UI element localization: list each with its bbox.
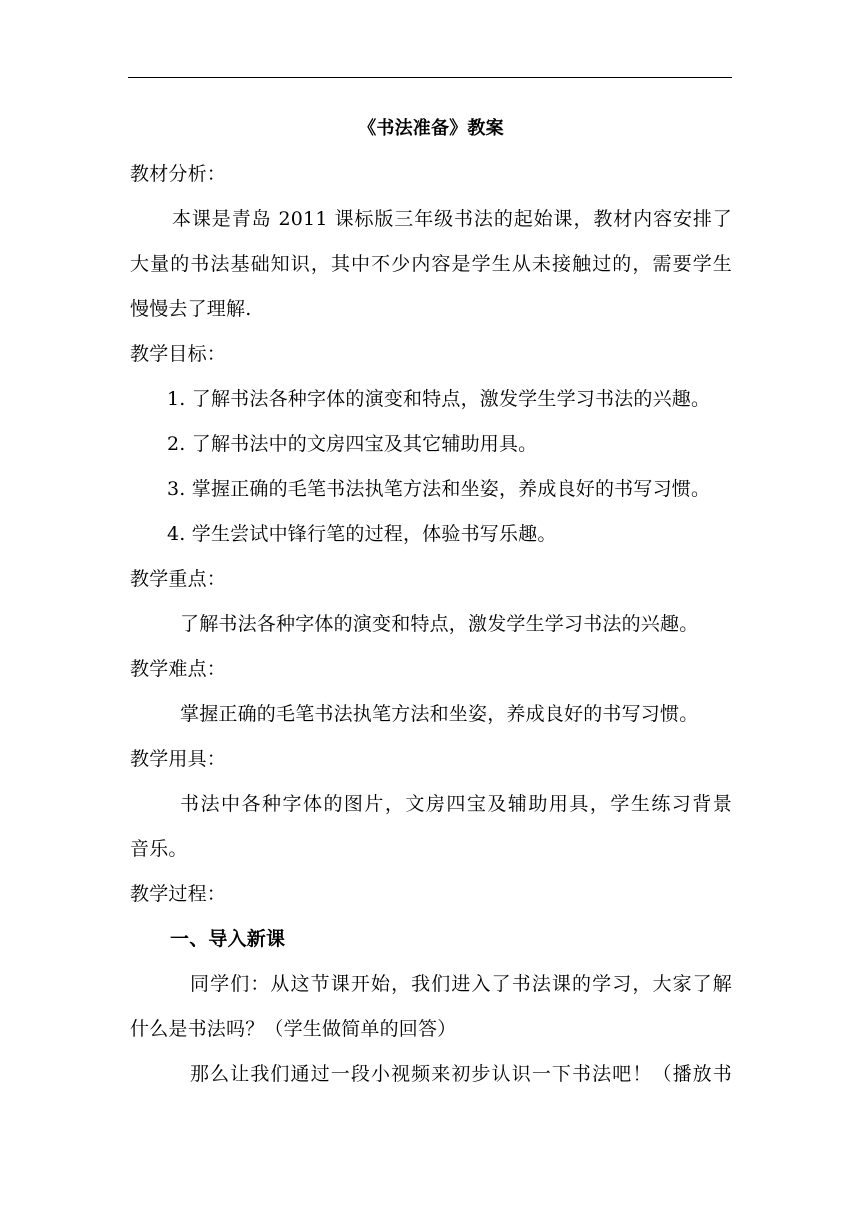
difficulty-text: 掌握正确的毛笔书法执笔方法和坐姿，养成良好的书写习惯。 — [180, 703, 699, 725]
goal-item-2: 2. 了解书法中的文房四宝及其它辅助用具。 — [167, 433, 538, 455]
process-subheading-1: 一、导入新课 — [170, 928, 286, 950]
difficulty-heading: 教学难点： — [130, 658, 227, 680]
process-line-3: 那么让我们通过一段小视频来初步认识一下书法吧！（播放书 — [190, 1063, 732, 1085]
analysis-line-2: 大量的书法基础知识，其中不少内容是学生从未接触过的，需要学生 — [130, 253, 732, 275]
process-line-1: 同学们：从这节课开始，我们进入了书法课的学习，大家了解 — [190, 973, 732, 995]
key-text: 了解书法各种字体的演变和特点，激发学生学习书法的兴趣。 — [180, 613, 699, 635]
tools-line-1: 书法中各种字体的图片，文房四宝及辅助用具，学生练习背景 — [180, 793, 732, 815]
analysis-line-1: 本课是青岛 2011 课标版三年级书法的起始课，教材内容安排了 — [172, 208, 732, 230]
tools-line-2: 音乐。 — [130, 838, 188, 860]
page-title: 《书法准备》教案 — [358, 118, 504, 139]
analysis-line-3: 慢慢去了理解. — [130, 298, 252, 320]
goal-item-4: 4. 学生尝试中锋行笔的过程，体验书写乐趣。 — [167, 523, 557, 545]
process-heading: 教学过程： — [130, 883, 227, 905]
goal-item-1: 1. 了解书法各种字体的演变和特点，激发学生学习书法的兴趣。 — [167, 388, 711, 410]
goals-heading: 教学目标： — [130, 343, 227, 365]
goal-item-3: 3. 掌握正确的毛笔书法执笔方法和坐姿，养成良好的书写习惯。 — [167, 478, 711, 500]
tools-heading: 教学用具： — [130, 748, 227, 770]
process-line-2: 什么是书法吗？（学生做简单的回答） — [130, 1018, 457, 1040]
header-rule — [128, 77, 732, 78]
key-heading: 教学重点： — [130, 568, 227, 590]
analysis-heading: 教材分析： — [130, 163, 227, 185]
